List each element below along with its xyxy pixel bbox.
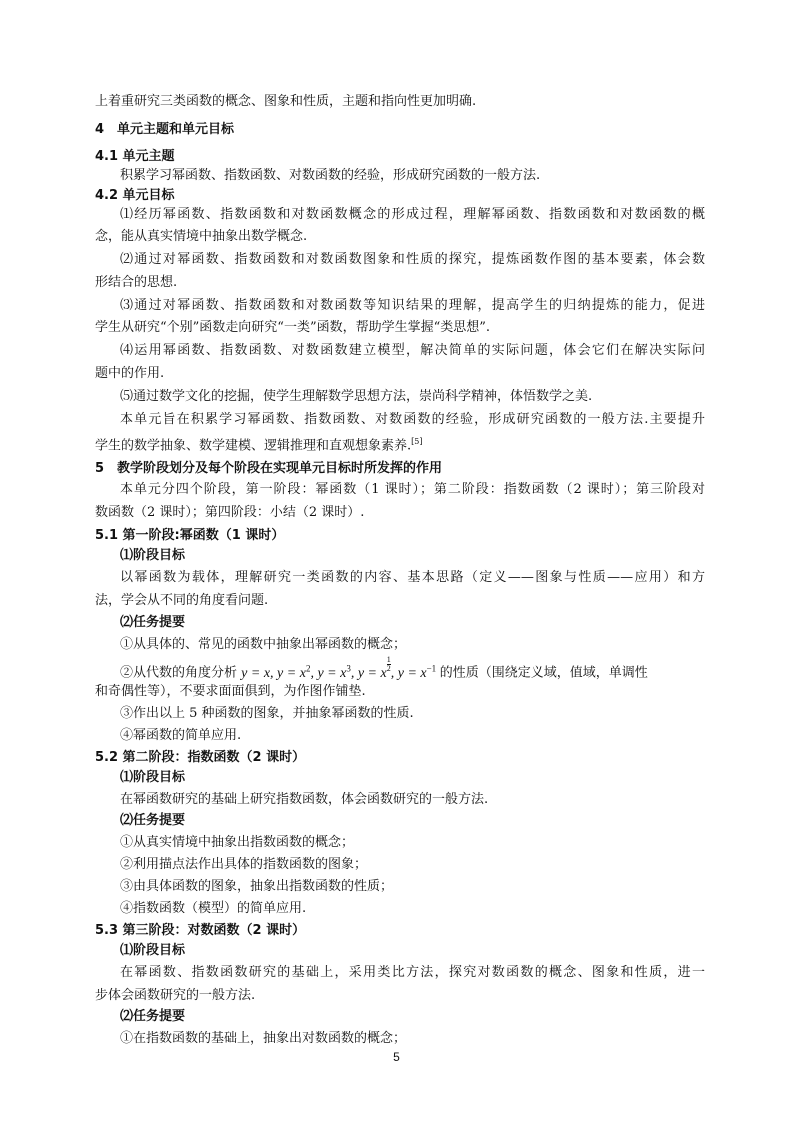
section-heading-4: 4 单元主题和单元目标 [95, 122, 235, 137]
stage-3-goal-line-2: 步体会函数研究的一般方法. [95, 988, 256, 1003]
goal-1-line-1: ⑴经历幂函数、指数函数和对数函数概念的形成过程，理解幂函数、指数函数和对数函数的概 [120, 207, 705, 222]
page-number: 5 [393, 1050, 400, 1064]
stage-1-task-2-line-2: 和奇偶性等），不要求面面俱到，为作图作铺垫. [95, 684, 366, 699]
goal-5-text: ⑸通过数学文化的挖掘，使学生理解数学思想方法，崇尚科学精神，体悟数学之美. [120, 389, 593, 404]
subsection-heading-5-1: 5.1 第一阶段:幂函数（1 课时） [95, 528, 285, 543]
stage-2-goal-text: 在幂函数研究的基础上研究指数函数，体会函数研究的一般方法. [120, 792, 489, 807]
stage-1-task-1: ①从具体的、常见的函数中抽象出幂函数的概念； [120, 637, 407, 652]
stage-3-goal-line-1: 在幂函数、指数函数研究的基础上，采用类比方法，探究对数函数的概念、图象和性质，进一 [120, 965, 705, 980]
stage-3-goal-label: ⑴阶段目标 [120, 943, 186, 958]
stage-2-goal-label: ⑴阶段目标 [120, 770, 186, 785]
subsection-heading-5-3: 5.3 第三阶段：对数函数（2 课时） [95, 923, 306, 938]
goal-4-line-1: ⑷运用幂函数、指数函数、对数函数建立模型，解决简单的实际问题，体会它们在解决实际问 [120, 343, 705, 358]
stage-3-task-label: ⑵任务提要 [120, 1009, 186, 1024]
citation-marker: [5] [411, 437, 423, 446]
subsection-heading-4-1: 4.1 单元主题 [95, 149, 175, 164]
stage-2-task-3: ③由具体函数的图象，抽象出指数函数的性质； [120, 879, 394, 894]
stage-1-task-2-lead: ②从代数的角度分析 [120, 665, 238, 681]
stages-intro-line-2: 数函数（2 课时）；第四阶段：小结（2 课时）. [95, 505, 365, 520]
goal-1-line-2: 念，能从真实情境中抽象出数学概念. [95, 229, 308, 244]
stage-1-goal-label: ⑴阶段目标 [120, 548, 186, 563]
stage-1-goal-line-1: 以幂函数为载体，理解研究一类函数的内容、基本思路（定义——图象与性质——应用）和方 [120, 570, 705, 585]
stage-1-task-2-tail: 的性质（围绕定义域，值域，单调性 [439, 665, 648, 681]
summary-line-2 [95, 432, 705, 456]
exponent-one-half: $\frac{1}{2}$ [386, 654, 391, 673]
stage-1-task-3: ③作出以上 5 种函数的图象，并抽象幂函数的性质. [120, 706, 414, 721]
paragraph-continuation: 上着重研究三类函数的概念、图象和性质，主题和指向性更加明确. [95, 94, 477, 109]
stage-1-task-label: ⑵任务提要 [120, 615, 186, 630]
stage-2-task-4: ④指数函数（模型）的简单应用. [120, 901, 307, 916]
stage-1-goal-line-2: 法，学会从不同的角度看问题. [95, 593, 269, 608]
summary-line-1: 本单元旨在积累学习幂函数、指数函数、对数函数的经验，形成研究函数的一般方法.主要提升 [120, 412, 705, 427]
goal-3-line-1: ⑶通过对幂函数、指数函数和对数函数等知识结果的理解，提高学生的归纳提炼的能力，促进 [120, 298, 705, 313]
stage-2-task-label: ⑵任务提要 [120, 813, 186, 828]
stage-1-task-2-line-1 [120, 652, 705, 684]
unit-theme-text: 积累学习幂函数、指数函数、对数函数的经验，形成研究函数的一般方法. [120, 168, 541, 183]
subsection-heading-4-2: 4.2 单元目标 [95, 188, 175, 203]
section-heading-5: 5 教学阶段划分及每个阶段在实现单元目标时所发挥的作用 [95, 461, 443, 476]
subsection-heading-5-2: 5.2 第二阶段：指数函数（2 课时） [95, 750, 306, 765]
stage-1-task-4: ④幂函数的简单应用. [120, 728, 242, 743]
goal-3-line-2: 学生从研究“个别”函数走向研究“一类”函数，帮助学生掌握“类思想”. [95, 320, 491, 335]
stages-intro-line-1: 本单元分四个阶段，第一阶段：幂函数（1 课时）；第二阶段：指数函数（2 课时）；第三阶段对 [120, 482, 705, 497]
stage-2-task-1: ①从真实情境中抽象出指数函数的概念； [120, 835, 355, 850]
goal-4-line-2: 题中的作用. [95, 366, 165, 381]
summary-line-2-text: 学生的数学抽象、数学建模、逻辑推理和直观想象素养. [95, 438, 412, 454]
power-functions-formula: y = x, $y = x^2$, $y = x^3$, y = x $\frac{1}{2}$ , $y = x^{-1}$ [241, 654, 437, 681]
goal-2-line-2: 形结合的思想. [95, 275, 178, 290]
stage-3-task-1: ①在指数函数的基础上，抽象出对数函数的概念； [120, 1031, 407, 1046]
stage-2-task-2: ②利用描点法作出具体的指数函数的图象； [120, 857, 368, 872]
goal-2-line-1: ⑵通过对幂函数、指数函数和对数函数图象和性质的探究，提炼函数作图的基本要素，体会数 [120, 252, 705, 267]
